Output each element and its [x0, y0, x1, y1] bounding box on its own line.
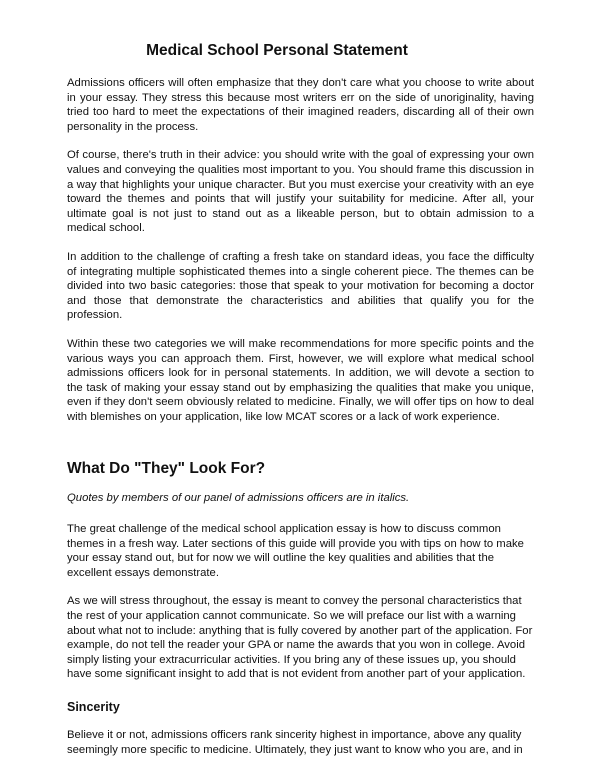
- section-paragraph: As we will stress throughout, the essay is meant to convey the personal characteristics that the rest of your application cannot communicate. So we will preface our list with a warning about what not to include: anything that is fully covered by another part of the application. For example, do not tell the reader your GPA or name the awards that you won in college. Avoid simply listing your extracurricular activities. If you bring any of these issues up, you should have some significant insight to add that is not evident from another part of your application.: [67, 595, 533, 681]
- document-body: [67, 76, 534, 757]
- intro-paragraph: Within these two categories we will make recommendations for more specific points and the various ways you can approach them. First, however, we will explore what medical school admissions officers look for in personal statements. In addition, we will devote a section to the task of making your essay stand out by emphasizing the qualities that make you unique, even if they don't seem obviously related to medicine. Finally, we will offer tips on how to deal with blemishes on your application, like low MCAT scores or a lack of work experience.: [67, 337, 534, 423]
- intro-paragraph: Admissions officers will often emphasize that they don't care what you choose to write about in your essay. They stress this because most writers err on the side of unoriginality, having tried too hard to meet the expectations of their imagined readers, discarding all of their own personality in the process.: [67, 77, 534, 133]
- section-heading: What Do "They" Look For?: [67, 460, 266, 478]
- page-title: Medical School Personal Statement: [146, 42, 408, 59]
- intro-paragraph: Of course, there's truth in their advice: you should write with the goal of expressing your own values and conveying the qualities most important to you. You should frame this discussion in a way that highlights your unique character. But you must exercise your creativity with an eye toward the themes and points that will justify your suitability for medicine. After all, your ultimate goal is not just to stand out as a likeable person, but to obtain admission to a medical school.: [67, 149, 534, 235]
- section-paragraph: The great challenge of the medical school application essay is how to discuss common themes in a fresh way. Later sections of this guide will provide you with tips on how to make your essay stand out, but for now we will outline the key qualities and abilities that the excellent essays demonstrate.: [67, 523, 524, 579]
- subsection-paragraph: Believe it or not, admissions officers rank sincerity highest in importance, above any quality seemingly more specific to medicine. Ultimately, they just want to know who you are, and in: [67, 729, 523, 756]
- subsection-heading: Sincerity: [67, 700, 120, 714]
- italics-note: Quotes by members of our panel of admissions officers are in italics.: [67, 492, 410, 505]
- intro-paragraph: In addition to the challenge of crafting a fresh take on standard ideas, you face the difficulty of integrating multiple sophisticated themes into a single coherent piece. The themes can be divided into two basic categories: those that speak to your motivation for becoming a doctor and those that demonstrate the characteristics and abilities that qualify you for the profession.: [67, 250, 534, 322]
